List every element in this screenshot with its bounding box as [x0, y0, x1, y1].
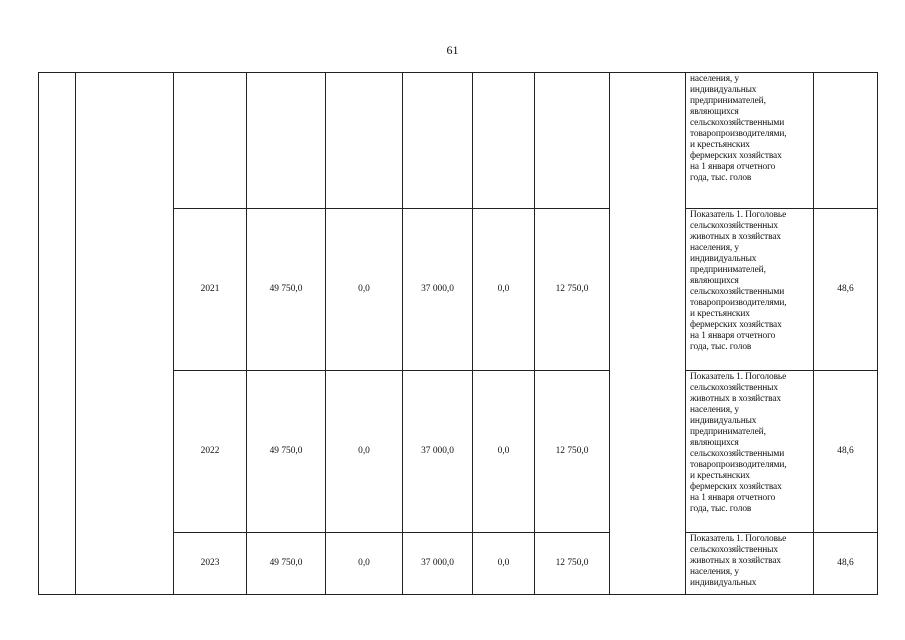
cell-measure-name	[76, 73, 174, 595]
cell-year: 2021	[174, 209, 247, 371]
cell-total: 49 750,0	[247, 209, 326, 371]
cell-indicator-value: 48,6	[814, 209, 878, 371]
cell-total: 49 750,0	[247, 371, 326, 533]
table-row-continued	[39, 73, 878, 209]
cell-indicator: населения, у индивидуальных предпринимателей, являющихся сельскохозяйственными товаропроизводителями, и крестьянских фермерских хозяйствах на 1 января отчетного года, тыс. голов	[686, 73, 814, 209]
cell-number	[39, 73, 76, 595]
cell-extra: 12 750,0	[535, 533, 610, 595]
cell-indicator-value	[814, 73, 878, 209]
cell-extra: 12 750,0	[535, 371, 610, 533]
cell-extra	[535, 73, 610, 209]
cell-local: 0,0	[473, 209, 535, 371]
cell-executor	[610, 73, 686, 595]
cell-regional: 37 000,0	[403, 371, 473, 533]
cell-indicator-value: 48,6	[814, 371, 878, 533]
cell-year	[174, 73, 247, 209]
cell-federal: 0,0	[326, 533, 403, 595]
cell-local: 0,0	[473, 371, 535, 533]
cell-local: 0,0	[473, 533, 535, 595]
cell-year: 2022	[174, 371, 247, 533]
budget-table	[38, 72, 878, 595]
cell-local	[473, 73, 535, 209]
cell-federal: 0,0	[326, 371, 403, 533]
cell-total	[247, 73, 326, 209]
cell-regional: 37 000,0	[403, 533, 473, 595]
cell-extra: 12 750,0	[535, 209, 610, 371]
cell-regional: 37 000,0	[403, 209, 473, 371]
cell-indicator: Показатель 1. Поголовье сельскохозяйственных животных в хозяйствах населения, у индивидуальных	[686, 533, 814, 595]
cell-federal	[326, 73, 403, 209]
cell-year: 2023	[174, 533, 247, 595]
cell-federal: 0,0	[326, 209, 403, 371]
cell-indicator: Показатель 1. Поголовье сельскохозяйственных животных в хозяйствах населения, у индивидуальных предпринимателей, являющихся сельскохозяйственными товаропроизводителями, и крестьянских фермерских хозяйствах на 1 января отчетного года, тыс. голов	[686, 209, 814, 371]
page-number: 61	[446, 43, 459, 57]
cell-indicator: Показатель 1. Поголовье сельскохозяйственных животных в хозяйствах населения, у индивидуальных предпринимателей, являющихся сельскохозяйственными товаропроизводителями, и крестьянских фермерских хозяйствах на 1 января отчетного года, тыс. голов	[686, 371, 814, 533]
cell-total: 49 750,0	[247, 533, 326, 595]
cell-regional	[403, 73, 473, 209]
cell-indicator-value: 48,6	[814, 533, 878, 595]
